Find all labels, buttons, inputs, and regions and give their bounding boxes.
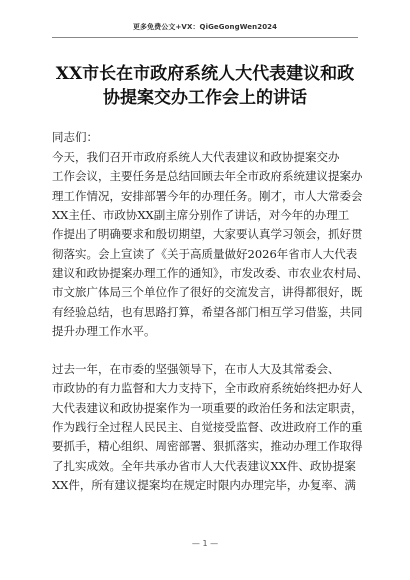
text-line: XX件，所有建议提案均在规定时限内办理完毕，办复率、满 <box>52 478 356 493</box>
text-line: XX主任、市政协XX副主席分别作了讲话，对今年的办理工 <box>52 208 350 223</box>
text-line: 要抓手，精心组织、周密部署、狠抓落实，推动办理工作取得 <box>52 439 363 454</box>
text-line: 过去一年，在市委的坚强领导下，在市人大及其常委会、 <box>52 362 340 376</box>
text-line: 建议和政协提案办理工作的通知》，市发改委、市农业农村局、 <box>52 266 369 281</box>
title-line: 协提案交办工作会上的讲话 <box>103 88 307 108</box>
text-line: 理工作情况，安排部署今年的办理任务。刚才，市人大常委会 <box>52 188 363 203</box>
paragraph-2 <box>52 360 363 495</box>
text-line: 大代表建议和政协提案作为一项重要的政治任务和法定职责， <box>52 400 363 415</box>
document-title <box>0 62 410 110</box>
text-line: 市文旅广体局三个单位作了很好的交流发言，讲得都很好，既 <box>52 285 363 300</box>
text-line: 工作会议，主要任务是总结回顾去年全市政府系统建议提案办 <box>52 169 363 184</box>
page-number: — 1 — <box>191 539 219 548</box>
header-divider <box>52 37 358 38</box>
text-line: 了扎实成效。全年共承办省市人大代表建议XX件、政协提案 <box>52 458 356 473</box>
text-line: 有经验总结，也有思路打算，希望各部门相互学习借鉴，共同 <box>52 304 363 319</box>
text-line: 作提出了明确要求和殷切期望，大家要认真学习领会，抓好贯 <box>52 227 363 242</box>
text-line: 市政协的有力监督和大力支持下，全市政府系统始终把办好人 <box>52 381 363 396</box>
header-note: 更多免费公文+VX：QiGeGongWen2024 <box>132 23 278 31</box>
text-line: 今天，我们召开市政府系统人大代表建议和政协提案交办 <box>52 150 340 164</box>
title-line: XX市长在市政府系统人大代表建议和政 <box>55 64 355 84</box>
text-line: 作为践行全过程人民民主、自觉接受监督、改进政府工作的重 <box>52 420 363 435</box>
salutation: 同志们： <box>52 130 98 144</box>
paragraph-1 <box>52 148 369 341</box>
text-line: 提升办理工作水平。 <box>52 324 156 339</box>
text-line: 彻落实。会上宣读了《关于高质量做好2026年省市人大代表 <box>52 246 358 261</box>
